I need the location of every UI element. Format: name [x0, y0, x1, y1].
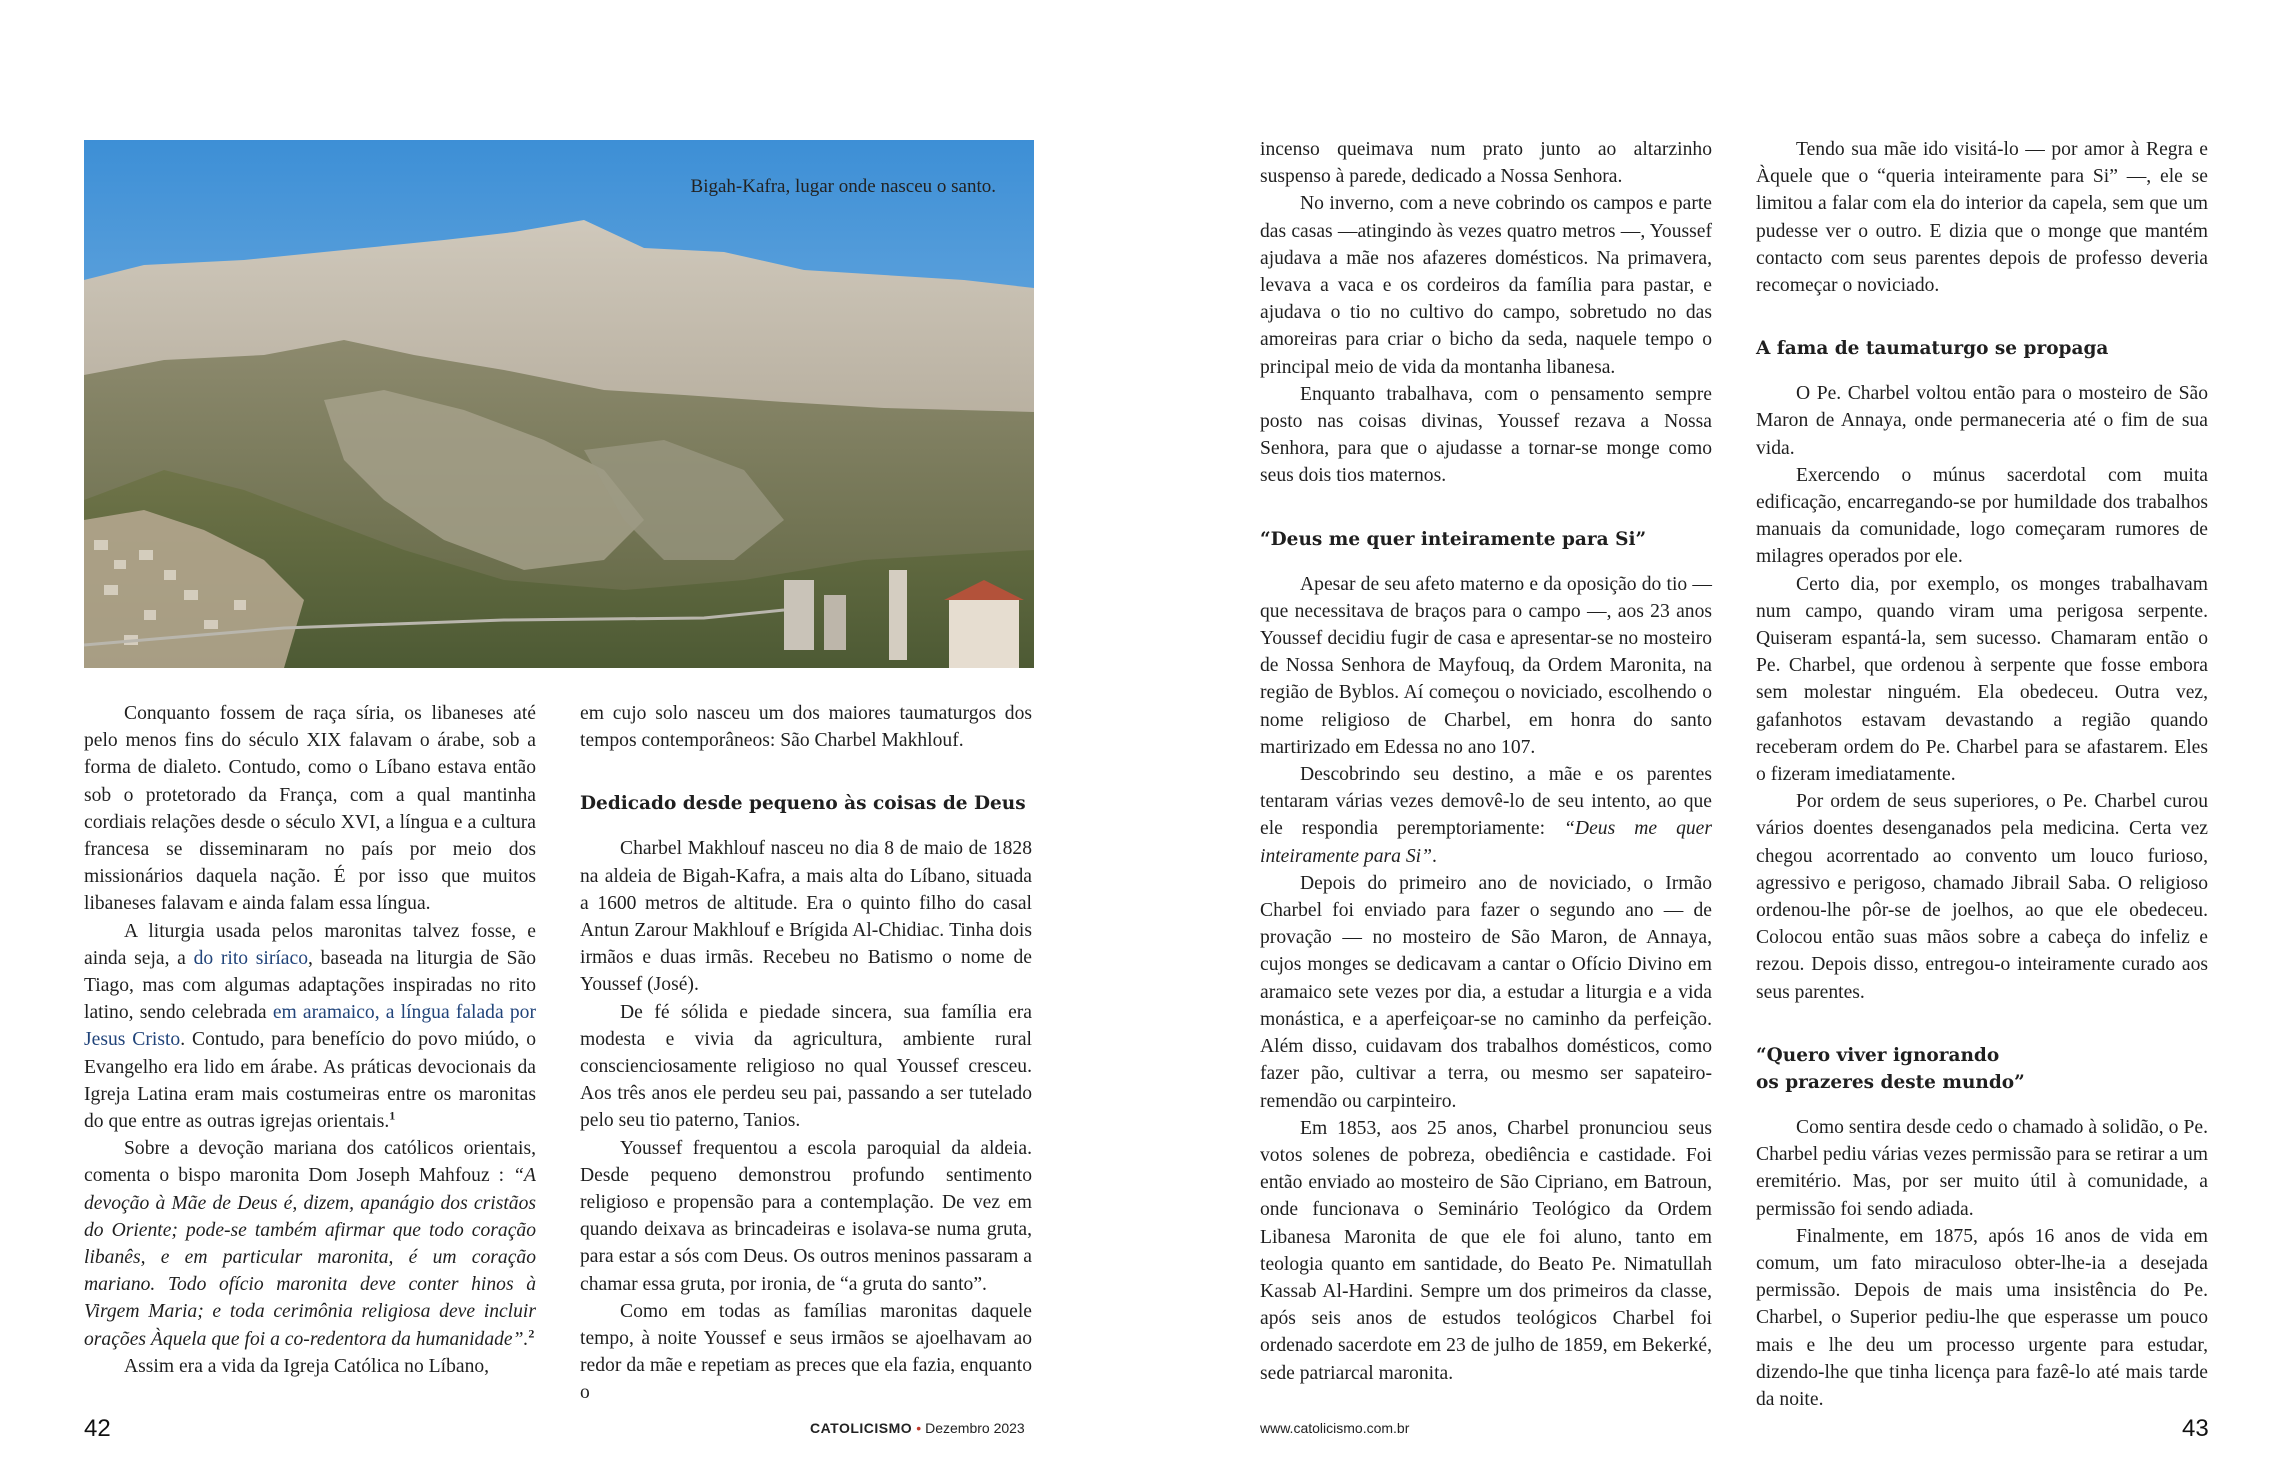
- text-run: Descobrindo seu destino, a mãe e os parentes tentaram várias vezes demovê-lo de seu intento, ao que ele respondia peremptoriamente:: [1260, 764, 1712, 840]
- paragraph: incenso queimava num prato junto ao altarzinho suspenso à parede, dedicado a Nossa Senhora.: [1260, 139, 1712, 188]
- landscape-photo: [84, 140, 1034, 668]
- paragraph: Como sentira desde cedo o chamado à solidão, o Pe. Charbel pediu várias vezes permissão para se retirar a um eremitério. Mas, por ser muito útil à comunidade, a permissão foi sendo adiada.: [1756, 1116, 2208, 1220]
- heading-line: “Quero viver ignorando: [1756, 1044, 2000, 1066]
- paragraph: Por ordem de seus superiores, o Pe. Charbel curou vários doentes desenganados pela medicina. Certa vez chegou acorrentado ao convento um louco furioso, agressivo e perigoso, chamado Jibrail Saba. O religioso ordenou-lhe pôr-se de joelhos, ao que ele obedeceu. Colocou então suas mãos sobre a cabeça do infeliz e rezou. Depois disso, entregou-o inteiramente curado aos seus parentes.: [1756, 791, 2208, 1003]
- paragraph: De fé sólida e piedade sincera, sua família era modesta e vivia da agricultura, ambiente rural conscienciosamente religioso no qual Youssef cresceu. Aos três anos ele perdeu seu pai, passando a ser tutelado pelo seu tio paterno, Tanios.: [580, 1001, 1032, 1132]
- footnote-ref-2: 2: [528, 1326, 535, 1341]
- page-number-right: 43: [2182, 1415, 2209, 1442]
- paragraph: [84, 918, 536, 1136]
- aramaico-link[interactable]: em aramaico, a língua falada por Jesus Cristo: [84, 1002, 536, 1051]
- text-run: . Contudo, para benefício do povo miúdo, o Evangelho era lido em árabe. As práticas devocionais da Igreja Latina eram mais costumeiras entre os maronitas do que entre as outras igrejas orientais.: [84, 1029, 536, 1133]
- section-heading: Dedicado desde pequeno às coisas de Deus: [580, 793, 1026, 815]
- paragraph: Apesar de seu afeto materno e da oposição do tio — que necessitava de braços para o campo —, aos 23 anos Youssef decidiu fugir de casa e apresentar-se no mosteiro de Nossa Senhora de Mayfouq, da Ordem Maronita, na região de Byblos. Aí começou o noviciado, escolhendo o nome religioso de Charbel, em honra do santo martirizado em Edessa no ano 107.: [1260, 573, 1712, 758]
- column-2: [580, 700, 1032, 1407]
- column-3: [1260, 136, 1712, 1387]
- paragraph: [84, 1135, 536, 1353]
- page-number-left: 42: [84, 1415, 111, 1442]
- magazine-name: CATOLICISMO: [810, 1420, 913, 1436]
- column-1: [84, 700, 536, 1380]
- section-heading: [1756, 1042, 2208, 1096]
- paragraph: Exercendo o múnus sacerdotal com muita edificação, encarregando-se por humildade dos trabalhos manuais da comunidade, logo começaram rumores de milagres operados por ele.: [1756, 464, 2208, 568]
- section-heading: A fama de taumaturgo se propaga: [1756, 338, 2109, 360]
- paragraph: em cujo solo nasceu um dos maiores taumaturgos dos tempos contemporâneos: São Charbel Makhlouf.: [580, 703, 1032, 752]
- footer-magazine: [810, 1420, 1025, 1436]
- paragraph: Em 1853, aos 25 anos, Charbel pronunciou seus votos solenes de pobreza, obediência e castidade. Foi então enviado ao mosteiro de São Cipriano, em Batroun, onde funcionava o Seminário Teológico da Ordem Libanesa Maronita de que ele foi aluno, tanto em teologia quanto em santidade, do Beato Pe. Nimatullah Kassab Al-Hardini. Sempre um dos primeiros da classe, após seis anos de estudos teológicos Charbel foi ordenado sacerdote em 23 de julho de 1859, em Bekerké, sede patriarcal maronita.: [1260, 1117, 1712, 1384]
- paragraph: Conquanto fossem de raça síria, os libaneses até pelo menos fins do século XIX falavam o árabe, sob a forma de dialeto. Contudo, como o Líbano estava então sob o protetorado da França, com a qual mantinha cordiais relações desde o século XVI, a língua e a cultura francesa se disseminaram no país por meio dos missionários daquela nação. É por isso que muitos libaneses falavam e ainda falam essa língua.: [84, 703, 536, 915]
- text-run: , baseada na liturgia de São Tiago, mas com algumas adaptações inspiradas no rito latino, sendo celebrada: [84, 947, 536, 1024]
- footnote-ref-1: 1: [389, 1108, 396, 1123]
- rito-siriaco-link[interactable]: do rito siríaco: [193, 947, 308, 969]
- paragraph: Como em todas as famílias maronitas daquele tempo, à noite Youssef e seus irmãos se ajoelhavam ao redor da mãe e repetiam as preces que ela fazia, enquanto o: [580, 1300, 1032, 1404]
- paragraph: Tendo sua mãe ido visitá-lo — por amor à Regra e Àquele que o “queria inteiramente para Si” —, ele se limitou a falar com ela do interior da capela, sem que um pudesse ver o outro. E dizia que o monge que mantém contacto com seus parentes depois de professo deveria recomeçar o noviciado.: [1756, 139, 2208, 297]
- text-run: Sobre a devoção mariana dos católicos orientais, comenta o bispo maronita Dom Joseph Mahfouz :: [84, 1138, 536, 1187]
- paragraph: O Pe. Charbel voltou então para o mosteiro de São Maron de Annaya, onde permaneceria até o fim de sua vida.: [1756, 383, 2208, 459]
- footer-website[interactable]: www.catolicismo.com.br: [1260, 1420, 1410, 1436]
- paragraph: [1260, 761, 1712, 870]
- text-run: A liturgia usada pelos maronitas talvez fosse, e ainda seja, a: [84, 920, 536, 969]
- issue-date: Dezembro 2023: [925, 1420, 1025, 1436]
- paragraph: No inverno, com a neve cobrindo os campos e parte das casas —atingindo às vezes quatro metros —, Youssef ajudava a mãe nos afazeres domésticos. Na primavera, levava a vaca e os cordeiros da família para pastar, e ajudava o tio no cultivo do campo, sobretudo no das amoreiras para criar o bicho da seda, naquele tempo o principal meio de vida da montanha libanesa.: [1260, 193, 1712, 378]
- paragraph: Finalmente, em 1875, após 16 anos de vida em comum, um fato miraculoso obter-lhe-ia a desejada permissão. Depois de mais uma insistência do Pe. Charbel, o Superior pediu-lhe que esperasse um pouco mais e lhe deu um processo urgente para estudar, dizendo-lhe que tinha licença para fazê-lo até mais tarde da noite.: [1756, 1225, 2208, 1410]
- heading-line: os prazeres deste mundo”: [1756, 1071, 2025, 1093]
- paragraph: Youssef frequentou a escola paroquial da aldeia. Desde pequeno demonstrou profundo sentimento religioso e propensão para a contemplação. De vez em quando deixava as brincadeiras e isolava-se numa gruta, para estar a sós com Deus. Os outros meninos passaram a chamar essa gruta, por ironia, de “a gruta do santo”.: [580, 1137, 1032, 1295]
- bullet: •: [916, 1420, 922, 1436]
- paragraph: Certo dia, por exemplo, os monges trabalhavam num campo, quando viram uma perigosa serpente. Quiseram espantá-la, sem sucesso. Chamaram então o Pe. Charbel, que ordenou à serpente que fosse embora sem molestar ninguém. Ela obedeceu. Outra vez, gafanhotos estavam devastando a região quando receberam ordem do Pe. Charbel para se afastarem. Eles o fizeram imediatamente.: [1756, 573, 2208, 786]
- quote-text: “A devoção à Mãe de Deus é, dizem, apanágio dos cristãos do Oriente; pode-se também afirmar que todo coração libanês, e em particular maronita, é um coração mariano. Todo ofício maronita deve conter hinos à Virgem Maria; e toda cerimônia religiosa deve incluir orações Àquela que foi a co-redentora da humanidade”.: [84, 1165, 536, 1350]
- photo-caption: Bigah-Kafra, lugar onde nasceu o santo.: [690, 176, 996, 197]
- paragraph: Charbel Makhlouf nasceu no dia 8 de maio de 1828 na aldeia de Bigah-Kafra, a mais alta do Líbano, situada a 1600 metros de altitude. Era o quinto filho do casal Antun Zarour Makhlouf e Brígida Al-Chidiac. Tinha dois irmãos e duas irmãs. Recebeu no Batismo o nome de Youssef (José).: [580, 838, 1032, 996]
- paragraph: Depois do primeiro ano de noviciado, o Irmão Charbel foi enviado para fazer o segundo ano — de provação — no mosteiro de São Maron, de Annaya, cujos monges se dedicavam a cantar o Ofício Divino em aramaico sete vezes por dia, a estudar a liturgia e a vida monástica, e a aperfeiçoar-se no caminho da perfeição. Além disso, cuidavam dos trabalhos domésticos, como fazer pão, cultivar a terra, ou mesmo ser sapateiro-remendão ou carpinteiro.: [1260, 872, 1712, 1112]
- column-4: [1756, 136, 2208, 1413]
- text-run: .: [1431, 845, 1437, 867]
- paragraph: Enquanto trabalhava, com o pensamento sempre posto nas coisas divinas, Youssef rezava a Nossa Senhora, para que o ajudasse a tornar-se monge como seus dois tios maternos.: [1260, 383, 1712, 487]
- section-heading: “Deus me quer inteiramente para Si”: [1260, 528, 1647, 550]
- quote-text: “Deus me quer inteiramente para Si”: [1260, 818, 1712, 867]
- mountain-landscape-image: [84, 140, 1034, 668]
- paragraph: Assim era a vida da Igreja Católica no Líbano,: [124, 1355, 490, 1377]
